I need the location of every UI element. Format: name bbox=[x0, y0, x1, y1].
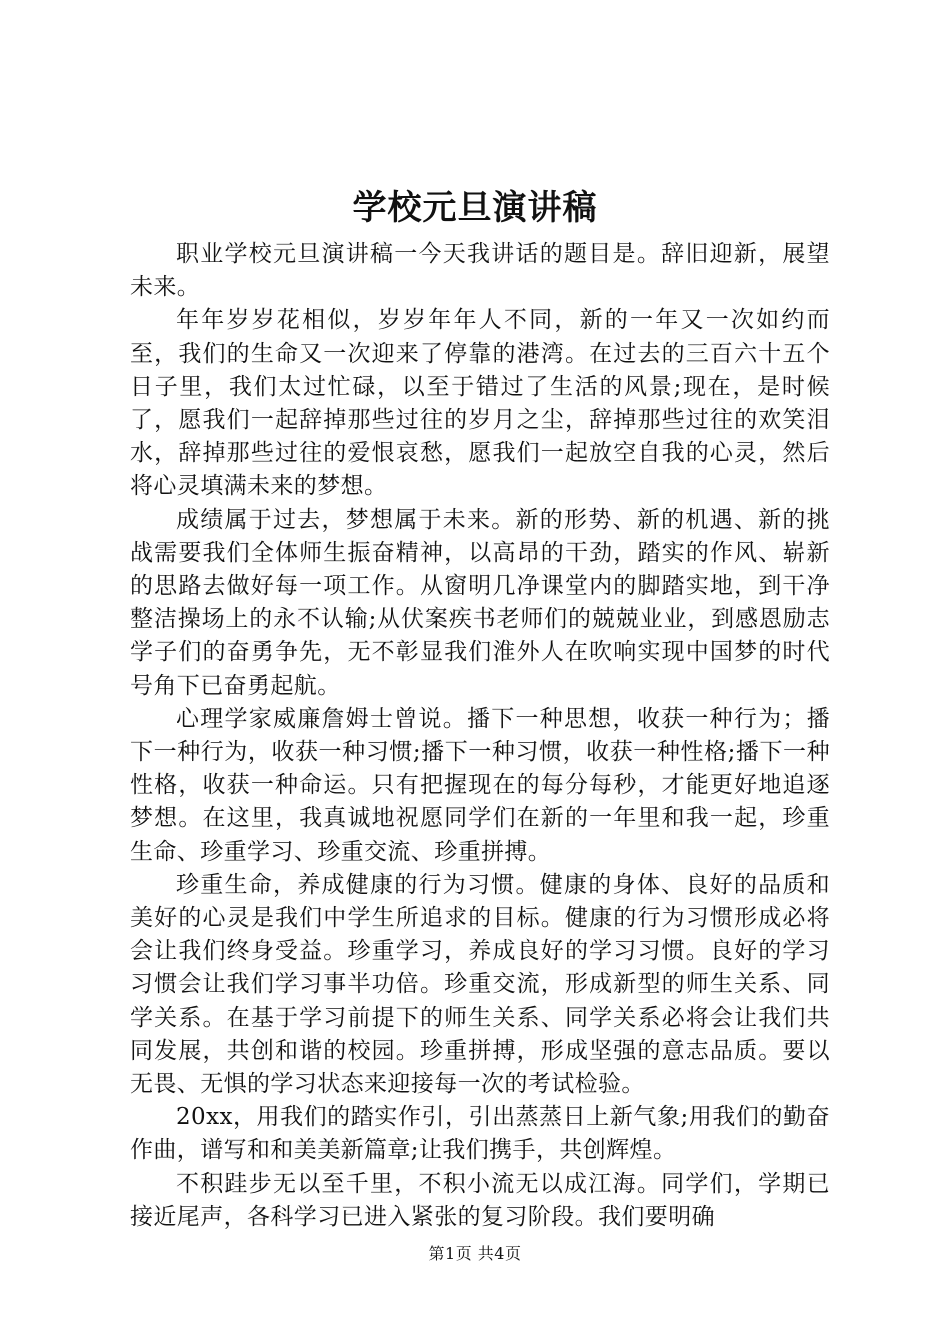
paragraph-achievements: 成绩属于过去，梦想属于未来。新的形势、新的机遇、新的挑战需要我们全体师生振奋精神，以高昂的干劲，踏实的作风、崭新的思路去做好每一项工作。从窗明几净课堂内的脚踏实地，到干净整洁操场上的永不认输;从伏案疾书老师们的兢兢业业，到感恩励志学子们的奋勇争先，无不彰显我们淮外人在吹响实现中国梦的时代号角下已奋勇起航。 bbox=[130, 506, 830, 699]
paragraph-cherish: 珍重生命，养成健康的行为习惯。健康的身体、良好的品质和美好的心灵是我们中学生所追求的目标。健康的行为习惯形成必将会让我们终身受益。珍重学习，养成良好的学习习惯。良好的学习习惯会让我们学习事半功倍。珍重交流，形成新型的师生关系、同学关系。在基于学习前提下的师生关系、同学关系必将会让我们共同发展，共创和谐的校园。珍重拼搏，形成坚强的意志品质。要以无畏、无惧的学习状态来迎接每一次的考试检验。 bbox=[130, 871, 830, 1098]
paragraph-closing: 不积跬步无以至千里，不积小流无以成江海。同学们，学期已接近尾声，各科学习已进入紧张的复习阶段。我们要明确 bbox=[130, 1170, 830, 1230]
paragraph-20xx: 20xx，用我们的踏实作引，引出蒸蒸日上新气象;用我们的勤奋作曲，谱写和和美美新篇章;让我们携手，共创辉煌。 bbox=[130, 1104, 830, 1164]
document-body bbox=[130, 238, 830, 1234]
page-footer: 第1页 共4页 bbox=[428, 1244, 522, 1263]
document-title: 学校元旦演讲稿 bbox=[352, 188, 598, 228]
paragraph-new-year: 年年岁岁花相似，岁岁年年人不同，新的一年又一次如约而至，我们的生命又一次迎来了停靠的港湾。在过去的三百六十五个日子里，我们太过忙碌，以至于错过了生活的风景;现在，是时候了，愿我们一起辞掉那些过往的岁月之尘，辞掉那些过往的欢笑泪水，辞掉那些过往的爱恨哀愁，愿我们一起放空自我的心灵，然后将心灵填满未来的梦想。 bbox=[130, 307, 830, 500]
paragraph-intro: 职业学校元旦演讲稿一今天我讲话的题目是。辞旧迎新，展望未来。 bbox=[130, 241, 830, 301]
paragraph-psychologist-quote: 心理学家威廉詹姆士曾说。播下一种思想，收获一种行为；播下一种行为，收获一种习惯;播下一种习惯，收获一种性格;播下一种性格，收获一种命运。只有把握现在的每分每秒，才能更好地追逐梦想。在这里，我真诚地祝愿同学们在新的一年里和我一起，珍重生命、珍重学习、珍重交流、珍重拼搏。 bbox=[130, 705, 830, 865]
